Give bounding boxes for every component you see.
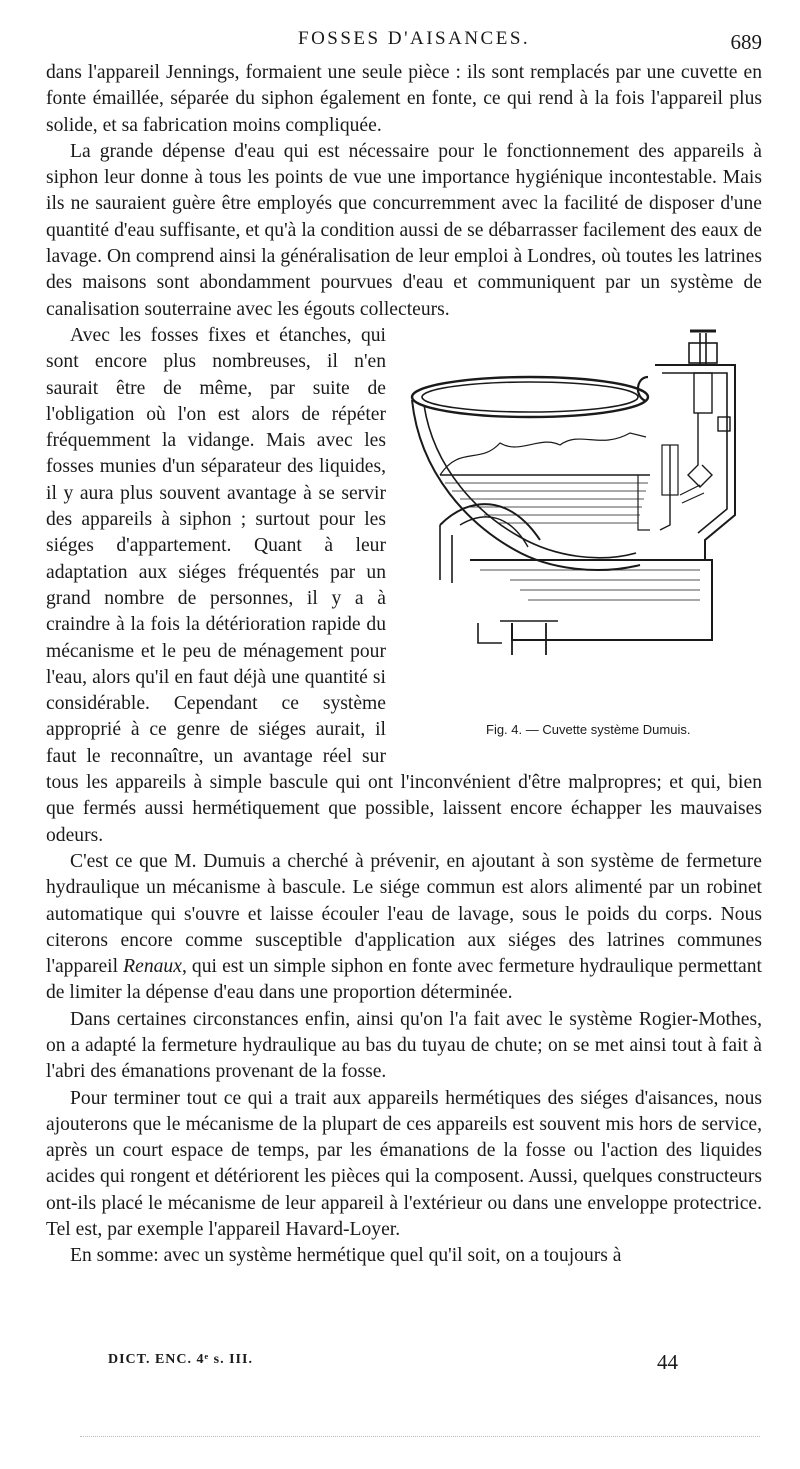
- paragraph-1: dans l'appareil Jennings, formaient une seule pièce : ils sont remplacés par une cuvette en fonte émaillée, séparée du siphon également en fonte, ce qui rend à la fois l'appareil plus solide, et sa fabrication moins compliquée.: [46, 62, 762, 136]
- renaux-term: Renaux: [123, 956, 182, 978]
- footer-sheet-number: 44: [657, 1350, 678, 1374]
- page-footer: [108, 1350, 678, 1380]
- paragraph-4: [46, 849, 762, 1007]
- paragraph-2: La grande dépense d'eau qui est nécessaire pour le fonctionnement des appareils à siphon leur donne à tous les points de vue une importance hygiénique incontestable. Mais ils ne sauraient guère être employés que concurremment avec la facilité de disposer d'une quantité d'eau suffisante, et qu'à la condition aussi de se débarrasser facilement des eaux de lavage. On comprend ainsi la généralisation de leur emploi à Londres, où toutes les latrines des maisons sont abondamment pourvues d'eau et communiquent par un système de canalisation souterraine avec les égouts collecteurs.: [46, 140, 762, 320]
- paragraph-3-text: Avec les fosses fixes et étanches, qui sont encore plus nombreuses, il n'en saurait être de même, par suite de l'obligation où l'on est alors de répéter fréquemment la vidange. Mais avec les fosses munies d'un séparateur des liquides, il y aura plus souvent avantage à se servir des appareils à siphon ; surtout pour les siéges d'appartement. Quant à leur adaptation aux siéges fréquentés par un grand nombre de personnes, il y a à craindre à la fois la détérioration rapide du mécanisme et le peu de ménagement pour l'eau, alors qu'il en faut déjà une quantité si considérable. Cependant ce système approprié à ce genre de siéges aurait, il faut le reconnaître, un avantage réel sur tous les appareils à simple bascule qui ont l'inconvénient d'être malpropres; et qui, bien que fermés aussi hermétiquement que possible, laissent encore échapper les mauvaises odeurs.: [46, 324, 762, 846]
- footer-signature: DICT. ENC. 4ᵉ s. III.: [108, 1352, 253, 1367]
- paragraph-3: [46, 323, 762, 849]
- page-number: 689: [730, 30, 762, 54]
- paragraph-5: Dans certaines circonstances enfin, ainsi qu'on l'a fait avec le système Rogier-Mothes, on a adapté la fermeture hydraulique au bas du tuyau de chute; on se met ainsi tout à fait à l'abri des émanations provenant de la fosse.: [46, 1008, 762, 1083]
- paragraph-4-part-2: , qui est un simple siphon en fonte avec fermeture hydraulique permettant de limiter la dépense d'eau dans une proportion déterminée.: [46, 956, 762, 1004]
- figure-caption: Fig. 4. — Cuvette système Dumuis.: [486, 721, 691, 737]
- figure-4: [400, 325, 762, 745]
- running-head: [46, 28, 762, 52]
- scan-artifact: [80, 1430, 760, 1437]
- paragraph-7: En somme: avec un système hermétique quel qu'il soit, on a toujours à: [70, 1245, 622, 1267]
- body-text: [46, 60, 762, 1270]
- toilet-bowl-diagram: [400, 325, 762, 715]
- running-title: FOSSES D'AISANCES.: [298, 28, 531, 49]
- paragraph-4-part-1: C'est ce que M. Dumuis a cherché à prévenir, en ajoutant à son système de fermeture hydraulique un mécanisme à bascule. Le siége commun est alors alimenté par un robinet automatique qui s'ouvre et laisse écouler l'eau de lavage, sous le poids du corps. Nous citerons encore comme susceptible d'application aux siéges des latrines communes l'appareil: [46, 850, 762, 978]
- paragraph-6: Pour terminer tout ce qui a trait aux appareils hermétiques des siéges d'aisances, nous ajouterons que le mécanisme de la plupart de ces appareils est souvent mis hors de service, après un court espace de temps, par les émanations de la fosse ou l'action des liquides acides qui rongent et détériorent les pièces qui la composent. Aussi, quelques constructeurs ont-ils placé le mécanisme de leur appareil à l'extérieur ou dans une enveloppe protectrice. Tel est, par exemple l'appareil Havard-Loyer.: [46, 1087, 762, 1241]
